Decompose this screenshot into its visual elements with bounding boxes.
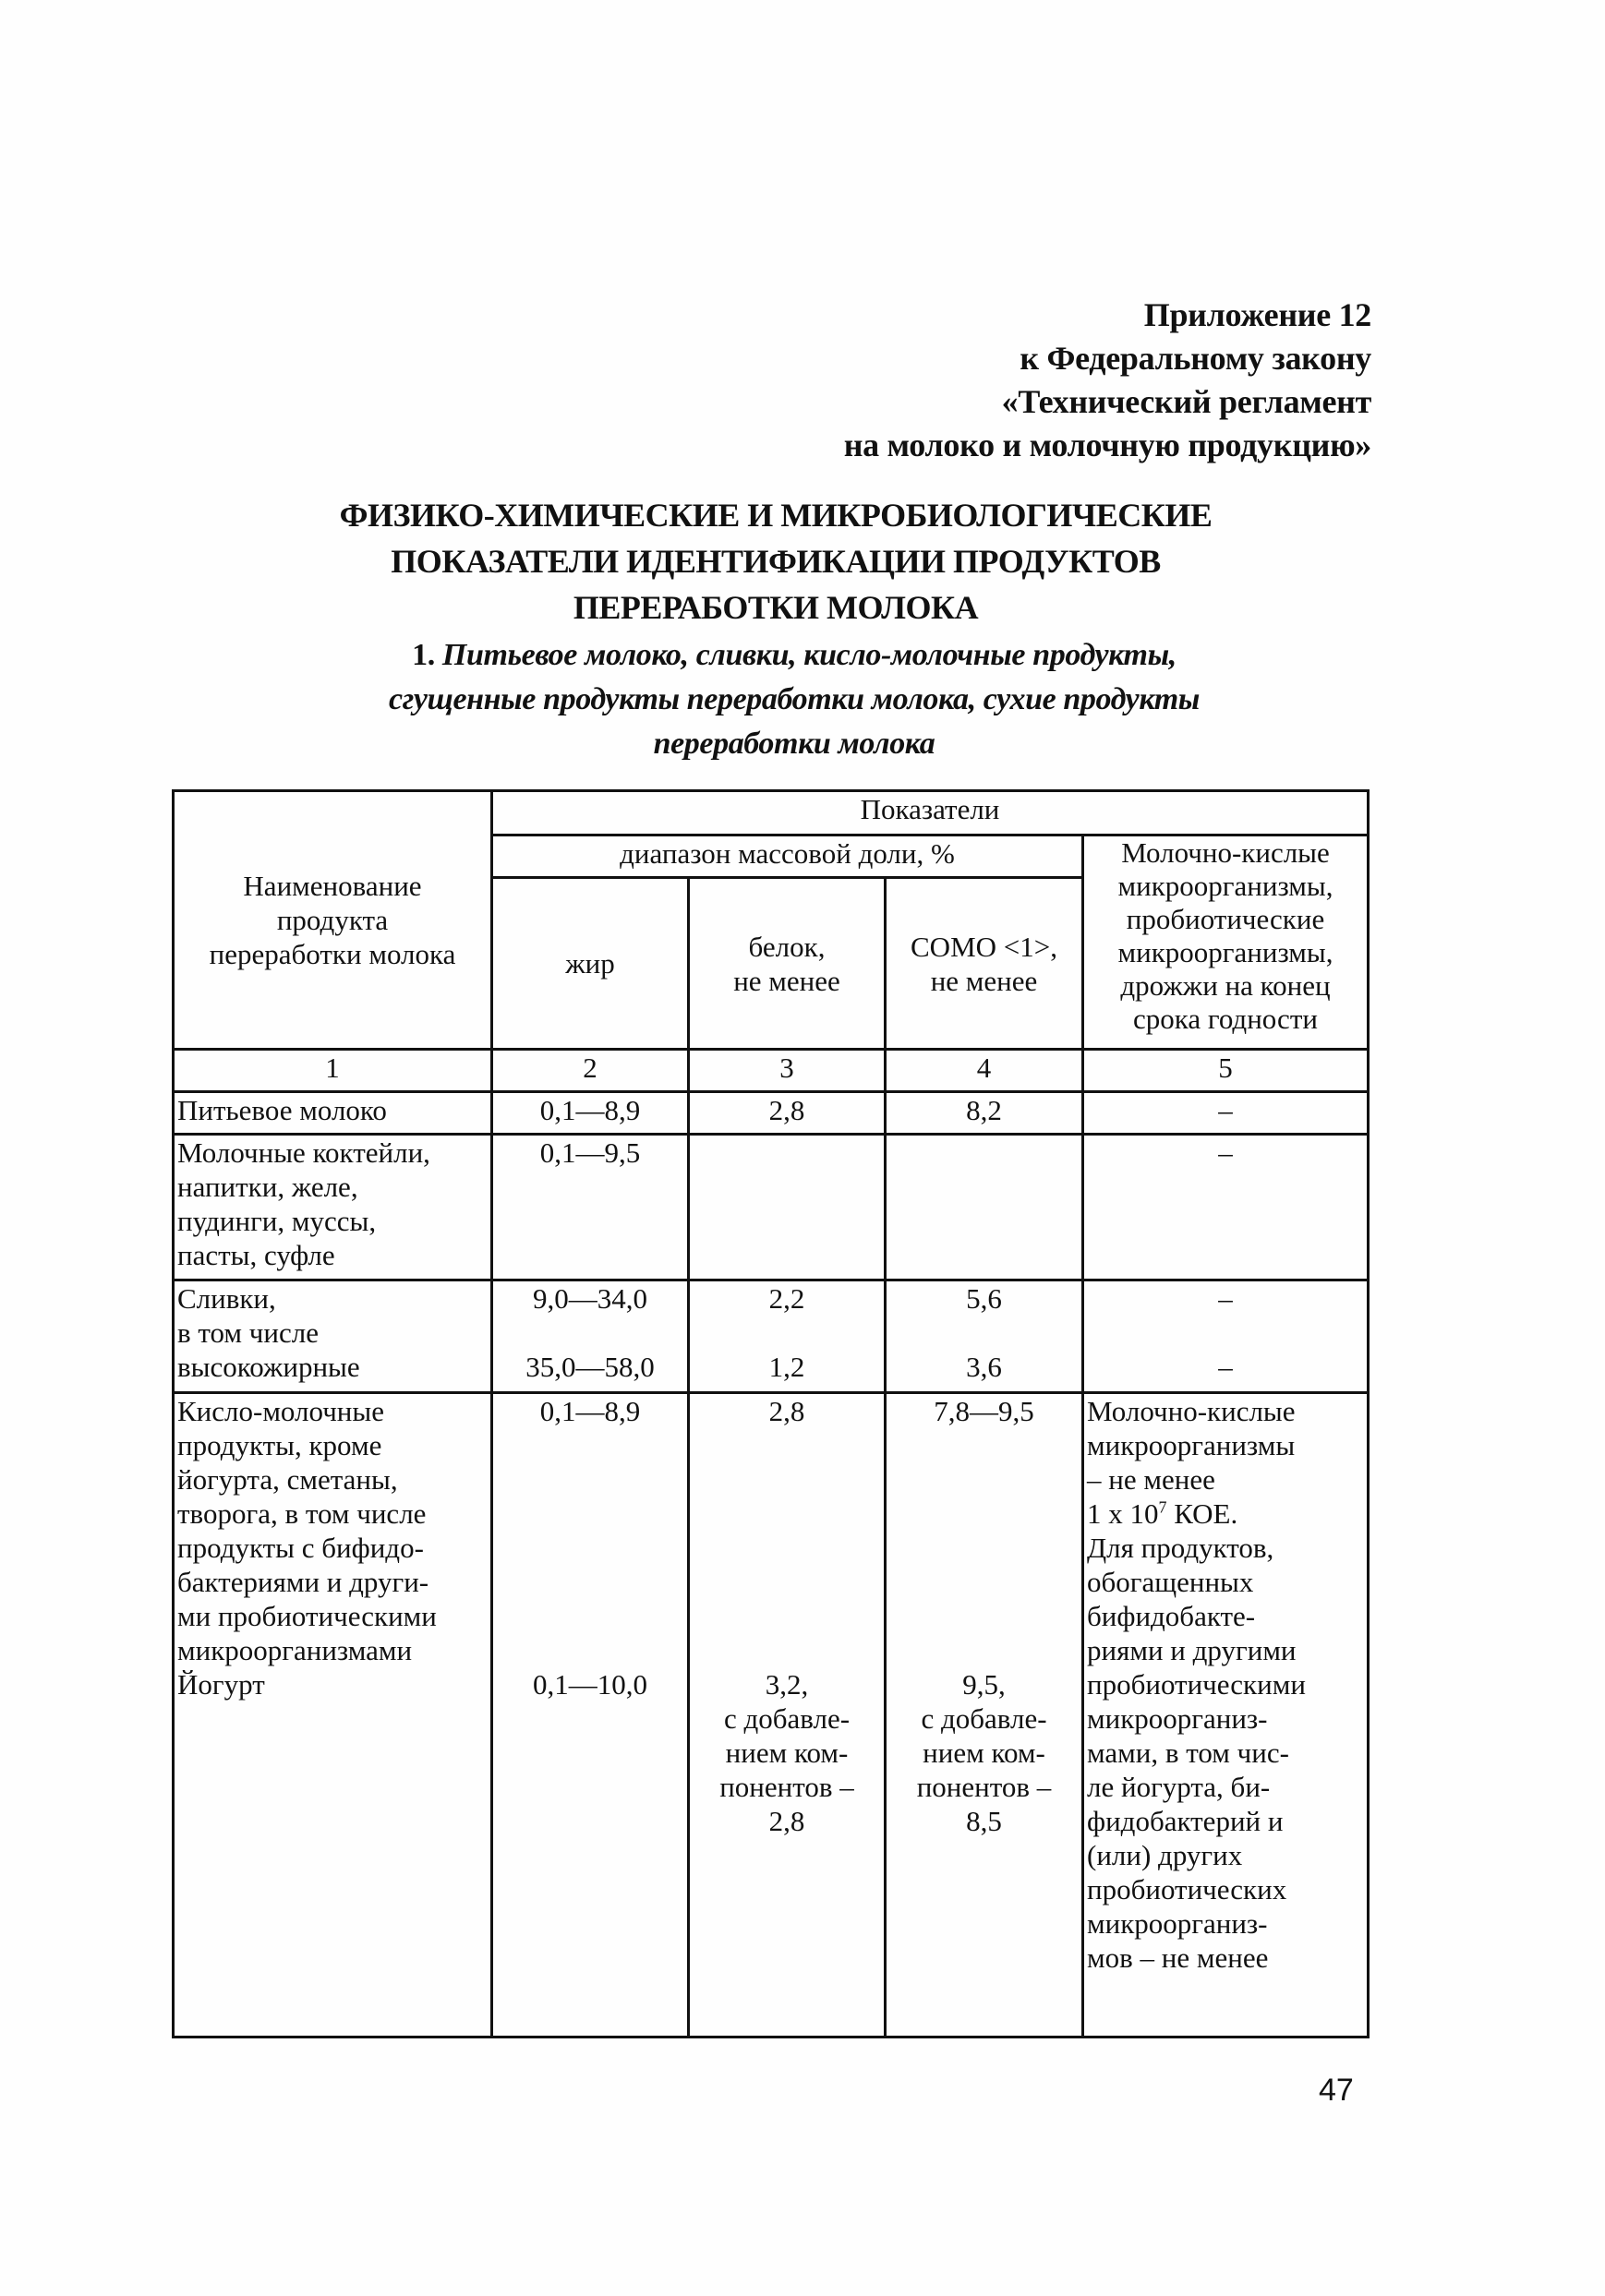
product-name: Питьевое молоко [174, 1092, 492, 1135]
fat-value: 9,0—34,0 35,0—58,0 [492, 1280, 689, 1393]
annex-line: на молоко и молочную продукцию» [843, 427, 1371, 463]
table-row [174, 1092, 1369, 1135]
protein-value: 2,8 [689, 1092, 886, 1135]
product-name: Молочные коктейли, напитки, желе, пудинги, муссы, пасты, суфле [174, 1135, 492, 1280]
column-number: 5 [1083, 1050, 1369, 1092]
section-heading [240, 633, 1348, 766]
header-product-name: Наименование продукта переработки молока [174, 791, 492, 1050]
protein-value: 2,8 3,2, с добавле- нием ком- понентов – 2,8 [689, 1393, 886, 2038]
annex-line: Приложение 12 [1143, 296, 1371, 333]
fat-value: 0,1—9,5 [492, 1135, 689, 1280]
somo-value: 5,6 3,6 [886, 1280, 1083, 1393]
indicators-table [172, 789, 1370, 2038]
somo-value: 8,2 [886, 1092, 1083, 1135]
product-name: Кисло-молочные продукты, кроме йогурта, сметаны, творога, в том числе продукты с бифидо- бактериями и други- ми пробиотическими микроорганизмами Йогурт [174, 1393, 492, 2038]
annex-header [844, 294, 1371, 467]
table-row [174, 1280, 1369, 1393]
title-line: ФИЗИКО-ХИМИЧЕСКИЕ И МИКРОБИОЛОГИЧЕСКИЕ [339, 497, 1213, 534]
section-number: 1. [412, 638, 435, 672]
protein-value [689, 1135, 886, 1280]
micro-value: – [1083, 1135, 1369, 1280]
micro-value: – [1083, 1092, 1369, 1135]
somo-value [886, 1135, 1083, 1280]
section-heading-line: сгущенные продукты переработки молока, сухие продукты [389, 682, 1200, 716]
header-row [174, 791, 1369, 835]
title-line: ПЕРЕРАБОТКИ МОЛОКА [573, 589, 979, 626]
somo-value: 7,8—9,5 9,5, с добавле- нием ком- понентов – 8,5 [886, 1393, 1083, 2038]
column-number: 4 [886, 1050, 1083, 1092]
column-number: 3 [689, 1050, 886, 1092]
fat-value: 0,1—8,9 0,1—10,0 [492, 1393, 689, 2038]
exponent: 7 [1158, 1497, 1167, 1517]
table-row [174, 1393, 1369, 2038]
title-line: ПОКАЗАТЕЛИ ИДЕНТИФИКАЦИИ ПРОДУКТОВ [391, 543, 1161, 580]
product-name: Сливки, в том числе высокожирные [174, 1280, 492, 1393]
column-number-row [174, 1050, 1369, 1092]
header-somo: СОМО <1>, не менее [886, 878, 1083, 1050]
column-number: 1 [174, 1050, 492, 1092]
protein-value: 2,2 1,2 [689, 1280, 886, 1393]
page-number: 47 [1319, 2073, 1354, 2108]
header-fat: жир [492, 878, 689, 1050]
annex-line: к Федеральному закону [1020, 340, 1371, 377]
table-row [174, 1135, 1369, 1280]
section-heading-line: Питьевое молоко, сливки, кисло-молочные продукты, [441, 638, 1177, 672]
header-microorganisms: Молочно-кислые микроорганизмы, пробиотические микроорганизмы, дрожжи на конец срока годности [1083, 835, 1369, 1050]
column-number: 2 [492, 1050, 689, 1092]
fat-value: 0,1—8,9 [492, 1092, 689, 1135]
micro-value: – – [1083, 1280, 1369, 1393]
section-heading-line: переработки молока [653, 727, 935, 761]
annex-line: «Технический регламент [1001, 383, 1371, 420]
micro-value: Молочно-кислые микроорганизмы – не менее 1 x $10^7$ КОЕ. Для продуктов, обогащенных бифидобакте- риями и другими пробиотическими микроорганиз- мами, в том чис- ле йогурта, би- фидобактерий и (или) других пробиотических микроорганиз- мов – не менее [1083, 1393, 1369, 2038]
document-title [166, 492, 1385, 631]
header-indicators: Показатели [492, 791, 1369, 835]
header-protein: белок, не менее [689, 878, 886, 1050]
header-mass-fraction: диапазон массовой доли, % [492, 835, 1083, 878]
